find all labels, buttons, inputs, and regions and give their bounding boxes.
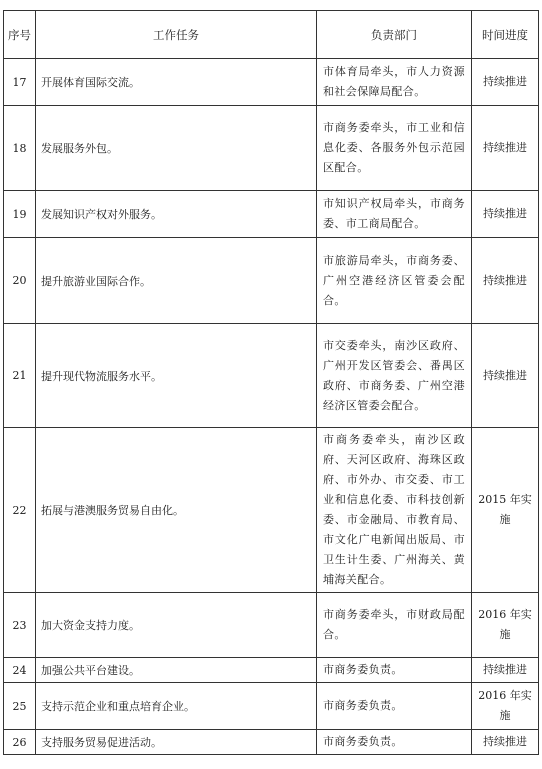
header-task: 工作任务 bbox=[36, 11, 317, 59]
row-no: 26 bbox=[4, 730, 36, 755]
row-time: 持续推进 bbox=[472, 59, 539, 106]
header-dept: 负责部门 bbox=[317, 11, 472, 59]
row-no: 22 bbox=[4, 428, 36, 593]
row-dept: 市体育局牵头，市人力资源和社会保障局配合。 bbox=[317, 59, 472, 106]
row-dept: 市商务委牵头，南沙区政府、天河区政府、海珠区政府、市外办、市交委、市工业和信息化委、市科技创新委、市金融局、市教育局、市文化广电新闻出版局、市卫生计生委、广州海关、黄埔海关配合。 bbox=[317, 428, 472, 593]
table-row bbox=[4, 658, 539, 683]
row-no: 21 bbox=[4, 324, 36, 428]
header-no: 序号 bbox=[4, 11, 36, 59]
row-time: 持续推进 bbox=[472, 106, 539, 191]
header-row bbox=[4, 11, 539, 59]
row-no: 24 bbox=[4, 658, 36, 683]
header-time: 时间进度 bbox=[472, 11, 539, 59]
row-time: 持续推进 bbox=[472, 324, 539, 428]
table-row bbox=[4, 106, 539, 191]
row-task: 支持服务贸易促进活动。 bbox=[36, 730, 317, 755]
row-no: 19 bbox=[4, 191, 36, 238]
table-row bbox=[4, 428, 539, 593]
row-dept: 市商务委负责。 bbox=[317, 683, 472, 730]
row-task: 加强公共平台建设。 bbox=[36, 658, 317, 683]
row-time: 持续推进 bbox=[472, 730, 539, 755]
table-row bbox=[4, 683, 539, 730]
row-dept: 市知识产权局牵头，市商务委、市工商局配合。 bbox=[317, 191, 472, 238]
table-row bbox=[4, 191, 539, 238]
table-row bbox=[4, 593, 539, 658]
row-time: 持续推进 bbox=[472, 191, 539, 238]
row-dept: 市商务委负责。 bbox=[317, 658, 472, 683]
row-dept: 市商务委牵头，市工业和信息化委、各服务外包示范园区配合。 bbox=[317, 106, 472, 191]
row-no: 17 bbox=[4, 59, 36, 106]
row-no: 23 bbox=[4, 593, 36, 658]
row-dept: 市商务委牵头，市财政局配合。 bbox=[317, 593, 472, 658]
row-task: 提升现代物流服务水平。 bbox=[36, 324, 317, 428]
task-table bbox=[3, 10, 539, 755]
row-time: 持续推进 bbox=[472, 238, 539, 324]
row-task: 开展体育国际交流。 bbox=[36, 59, 317, 106]
row-task: 发展服务外包。 bbox=[36, 106, 317, 191]
row-task: 支持示范企业和重点培育企业。 bbox=[36, 683, 317, 730]
row-dept: 市旅游局牵头，市商务委、广州空港经济区管委会配合。 bbox=[317, 238, 472, 324]
row-task: 提升旅游业国际合作。 bbox=[36, 238, 317, 324]
row-time: 2015 年实施 bbox=[472, 428, 539, 593]
row-time: 2016 年实施 bbox=[472, 593, 539, 658]
table-row bbox=[4, 730, 539, 755]
row-dept: 市商务委负责。 bbox=[317, 730, 472, 755]
row-task: 拓展与港澳服务贸易自由化。 bbox=[36, 428, 317, 593]
row-time: 2016 年实施 bbox=[472, 683, 539, 730]
row-no: 18 bbox=[4, 106, 36, 191]
row-no: 20 bbox=[4, 238, 36, 324]
row-dept: 市交委牵头，南沙区政府、广州开发区管委会、番禺区政府、市商务委、广州空港经济区管委会配合。 bbox=[317, 324, 472, 428]
table-row bbox=[4, 59, 539, 106]
row-time: 持续推进 bbox=[472, 658, 539, 683]
row-task: 发展知识产权对外服务。 bbox=[36, 191, 317, 238]
table-row bbox=[4, 238, 539, 324]
table-row bbox=[4, 324, 539, 428]
row-no: 25 bbox=[4, 683, 36, 730]
page bbox=[3, 10, 539, 755]
row-task: 加大资金支持力度。 bbox=[36, 593, 317, 658]
